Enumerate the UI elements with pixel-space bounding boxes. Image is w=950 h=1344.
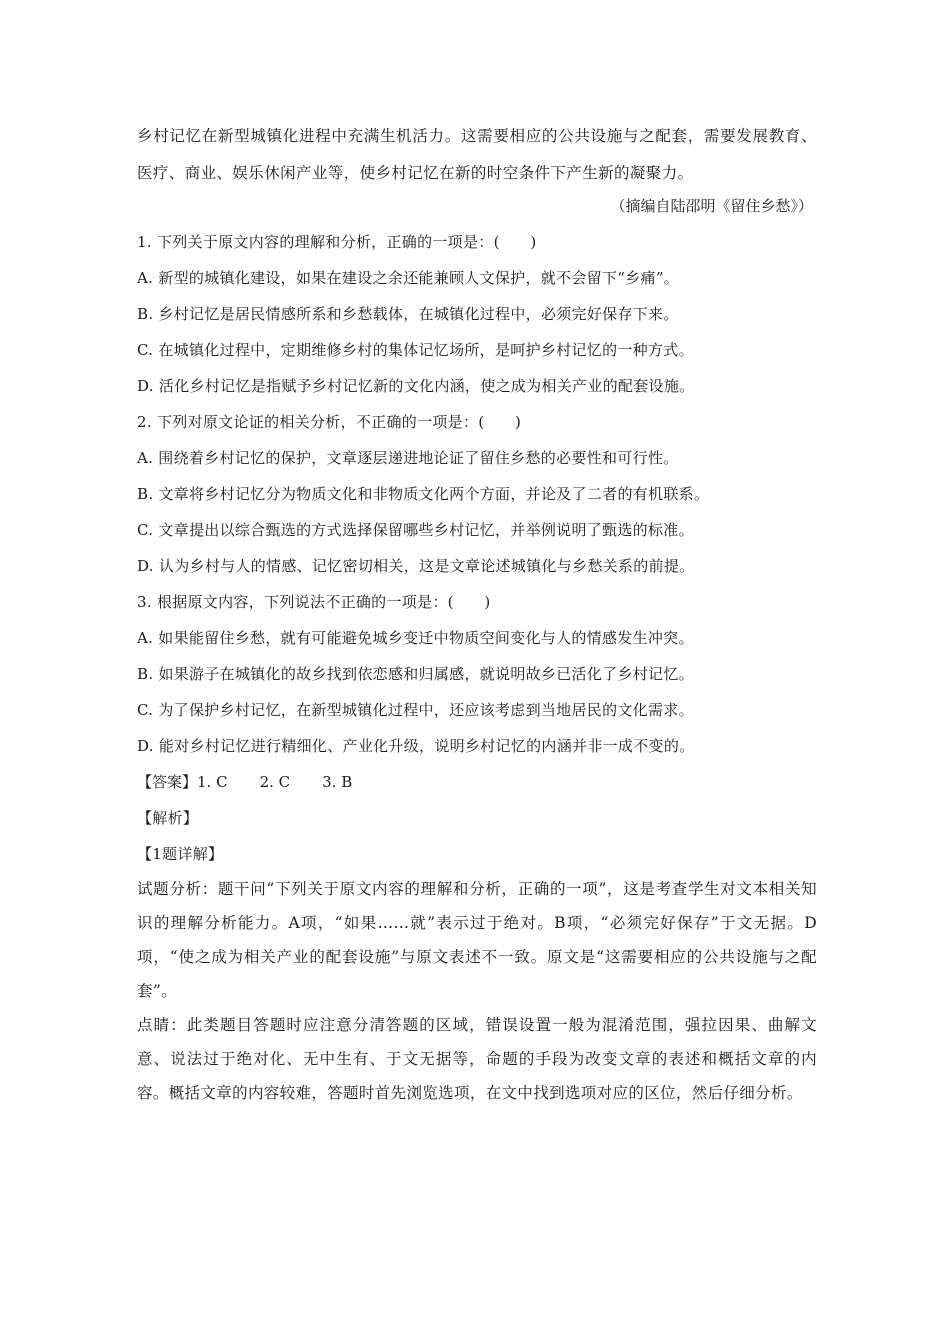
option-d: D. 能对乡村记忆进行精细化、产业化升级，说明乡村记忆的内涵并非一成不变的。 — [137, 737, 695, 755]
option-c: C. 为了保护乡村记忆，在新型城镇化过程中，还应该考虑到当地居民的文化需求。 — [137, 701, 694, 719]
question-1 — [137, 224, 817, 404]
question-stem: 1. 下列关于原文内容的理解和分析，正确的一项是：( ) — [137, 233, 537, 251]
option-b: B. 文章将乡村记忆分为物质文化和非物质文化两个方面，并论及了二者的有机联系。 — [137, 485, 710, 503]
analysis-text: 试题分析：题干问“下列关于原文内容的理解和分析，正确的一项”，这是考查学生对文本相关知识的理解分析能力。A项，“如果……就”表示过于绝对。B项，“必须完好保存”于文无据。D项，“使之成为相关产业的配套设施”与原文表述不一致。原文是“这需要相应的公共设施与之配套”。 — [137, 880, 817, 1000]
option-a: A. 如果能留住乡愁，就有可能避免城乡变迁中物质空间变化与人的情感发生冲突。 — [137, 629, 694, 647]
answer-row — [137, 764, 817, 800]
document-page — [137, 118, 817, 1110]
option-c: C. 在城镇化过程中，定期维修乡村的集体记忆场所，是呵护乡村记忆的一种方式。 — [137, 341, 694, 359]
answer-2: 2. C — [259, 773, 291, 791]
answer-3: 3. B — [322, 773, 353, 791]
option-d: D. 认为乡村与人的情感、记忆密切相关，这是文章论述城镇化与乡愁关系的前提。 — [137, 557, 695, 575]
option-a: A. 新型的城镇化建设，如果在建设之余还能兼顾人文保护，就不会留下“乡痛”。 — [137, 269, 680, 287]
source-citation: （摘编自陆邵明《留住乡愁》） — [610, 197, 813, 215]
option-d: D. 活化乡村记忆是指赋予乡村记忆新的文化内涵，使之成为相关产业的配套设施。 — [137, 377, 695, 395]
tip-text: 点睛：此类题目答题时应注意分清答题的区域，错误设置一般为混淆范围，强拉因果、曲解文意、说法过于绝对化、无中生有、于文无据等，命题的手段为改变文章的表述和概括文章的内容。概括文章的内容较难，答题时首先浏览选项，在文中找到选项对应的区位，然后仔细分析。 — [137, 1016, 817, 1102]
answer-1: 1. C — [197, 773, 228, 791]
option-b: B. 如果游子在城镇化的故乡找到依恋感和归属感，就说明故乡已活化了乡村记忆。 — [137, 665, 694, 683]
question-3 — [137, 584, 817, 764]
question-stem: 2. 下列对原文论证的相关分析，不正确的一项是：( ) — [137, 413, 522, 431]
intro-paragraph: 乡村记忆在新型城镇化进程中充满生机活力。这需要相应的公共设施与之配套，需要发展教育、医疗、商业、娱乐休闲产业等，使乡村记忆在新的时空条件下产生新的凝聚力。 — [137, 127, 817, 182]
question-stem: 3. 根据原文内容，下列说法不正确的一项是：( ) — [137, 593, 491, 611]
answer-label: 【答案】 — [137, 773, 198, 791]
analysis-label: 【解析】 — [137, 809, 199, 827]
question-2 — [137, 404, 817, 584]
detail-label: 【1题详解】 — [137, 845, 224, 863]
option-a: A. 围绕着乡村记忆的保护，文章逐层递进地论证了留住乡愁的必要性和可行性。 — [137, 449, 679, 467]
option-c: C. 文章提出以综合甄选的方式选择保留哪些乡村记忆，并举例说明了甄选的标准。 — [137, 521, 694, 539]
option-b: B. 乡村记忆是居民情感所系和乡愁载体，在城镇化过程中，必须完好保存下来。 — [137, 305, 679, 323]
